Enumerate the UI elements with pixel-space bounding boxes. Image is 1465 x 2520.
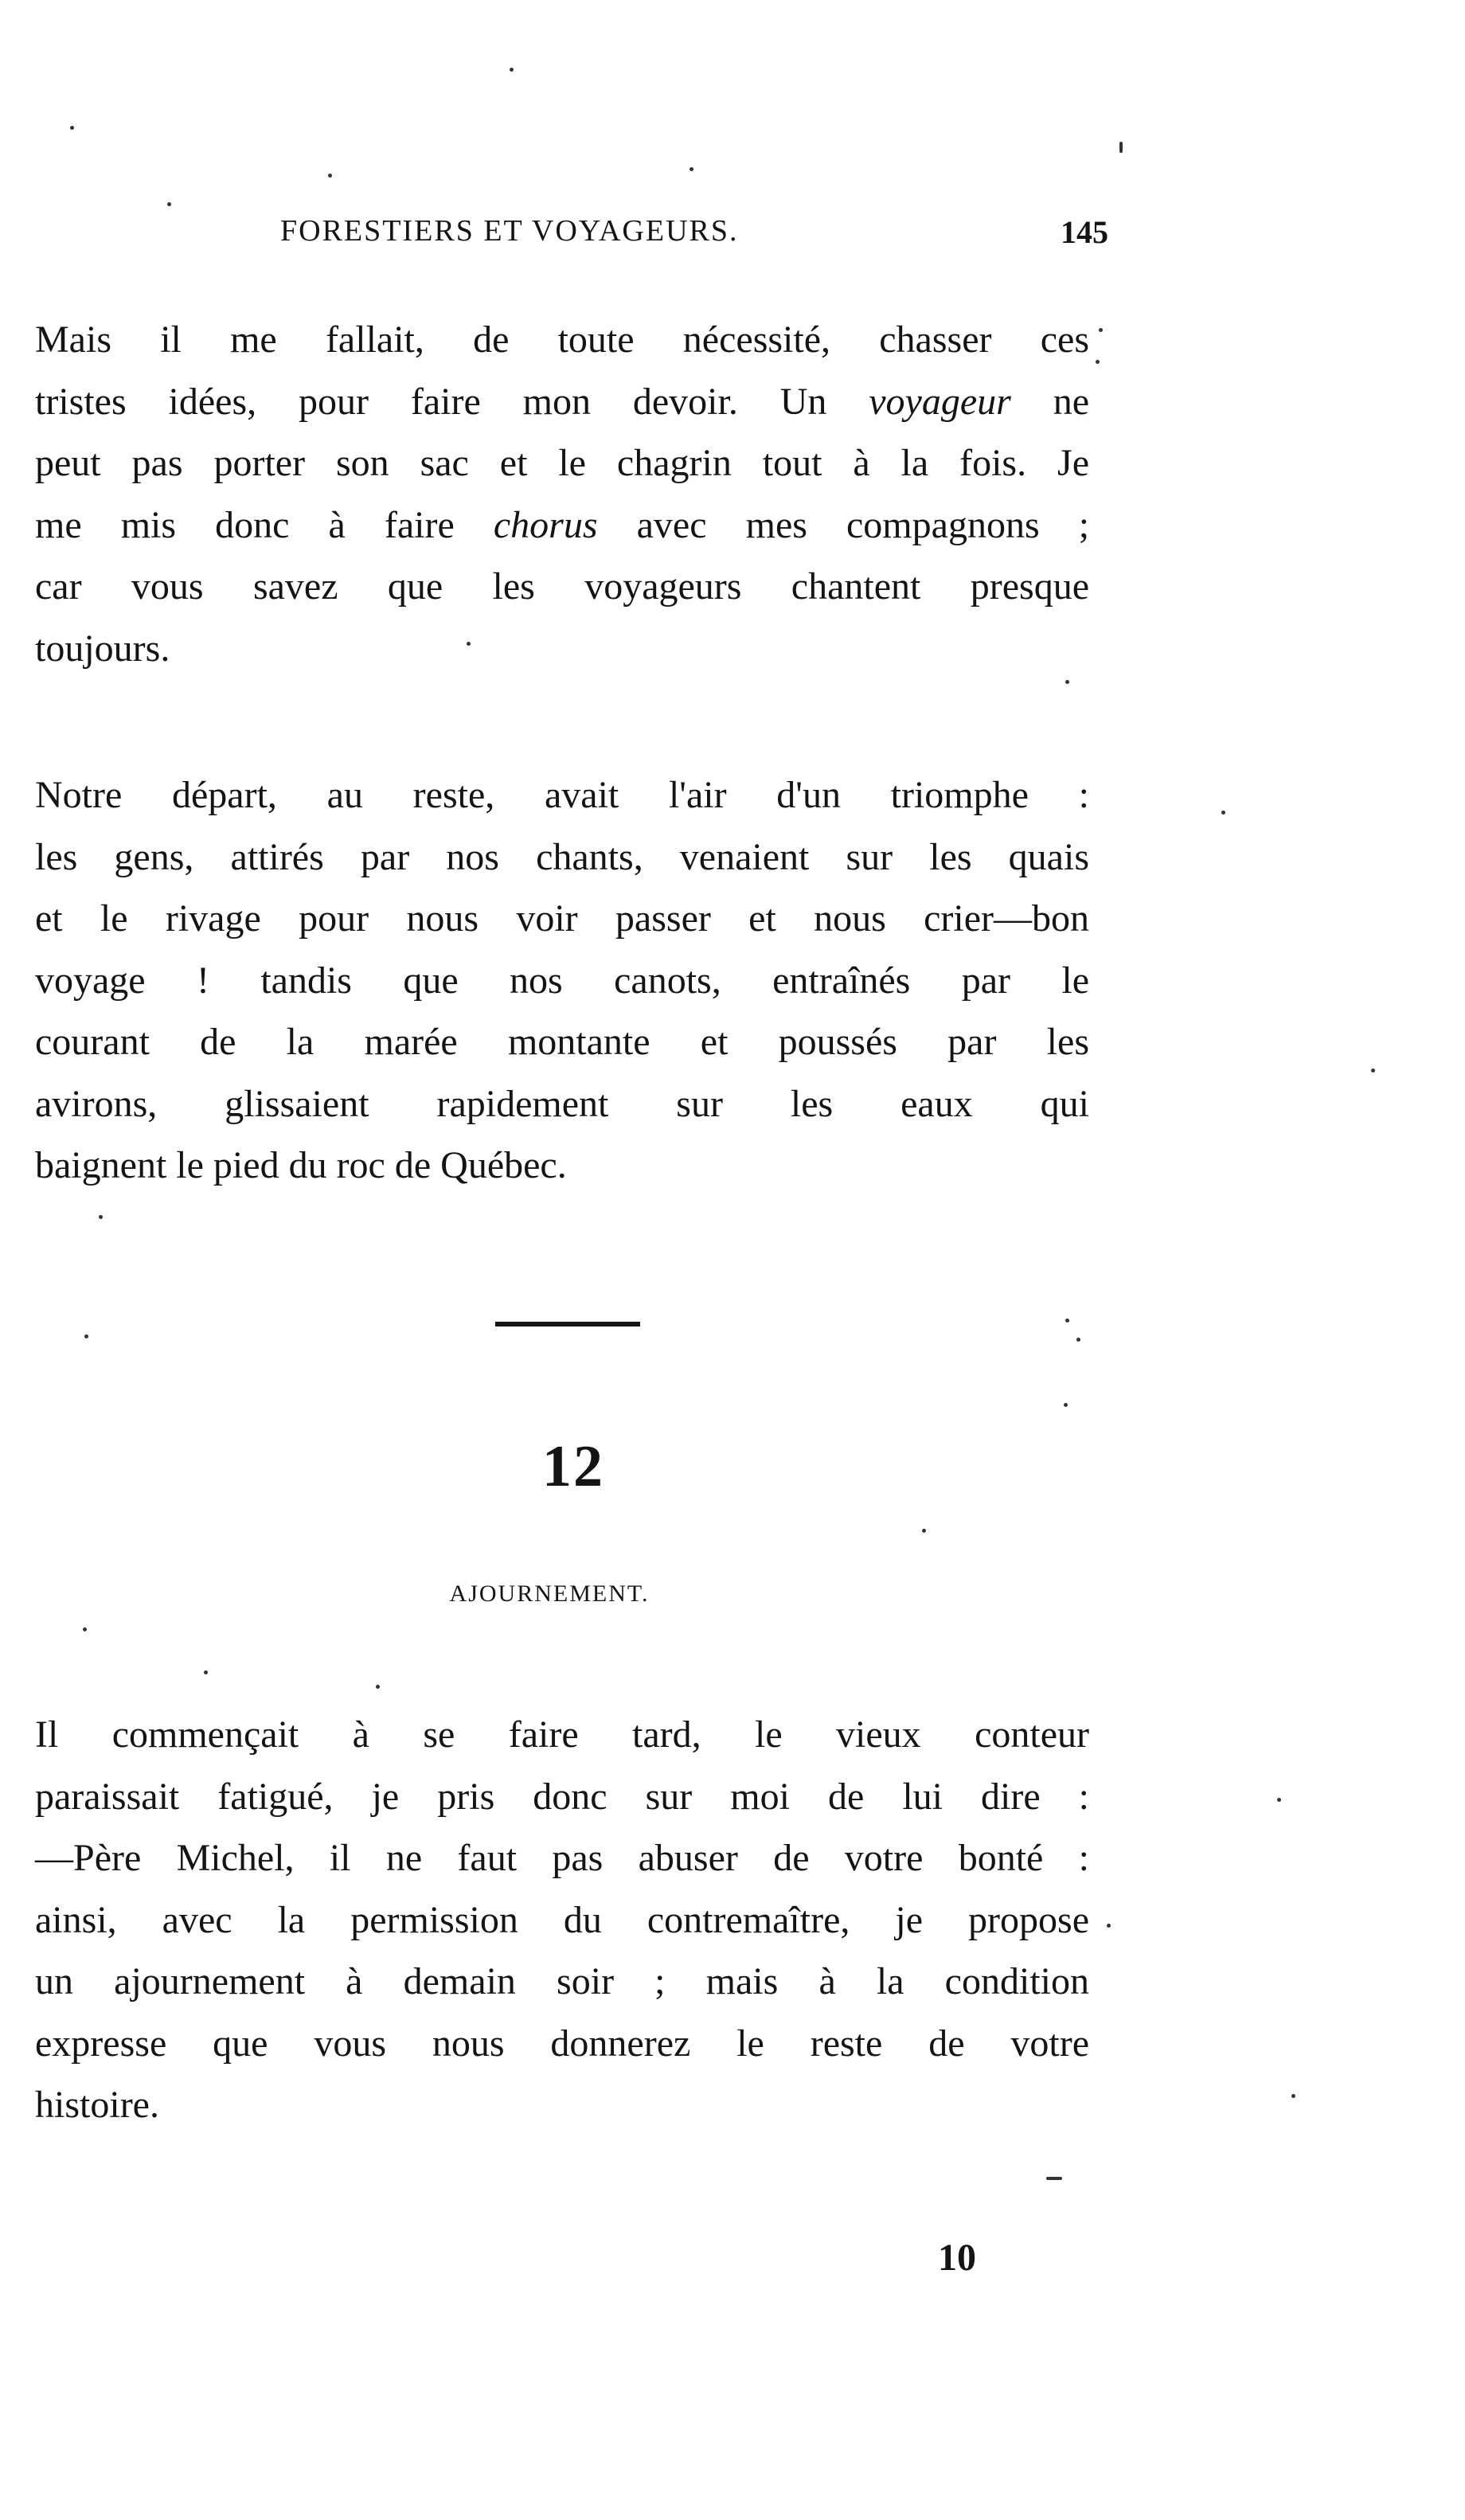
- scan-speck: [1076, 1338, 1080, 1342]
- scan-speck: [1291, 2094, 1295, 2098]
- section-divider-rule: [495, 1322, 640, 1326]
- scan-speck: [1065, 1319, 1069, 1323]
- italic-word-chorus: chorus: [493, 503, 598, 546]
- scan-speck: [1277, 1798, 1281, 1802]
- text-line: voyage ! tandis que nos canots, entraînés par le: [35, 959, 1089, 1002]
- scan-speck: [70, 126, 74, 130]
- scan-speck: [1099, 328, 1103, 332]
- chapter-title: AJOURNEMENT.: [449, 1580, 650, 1607]
- text-line: les gens, attirés par nos chants, venaient sur les quais: [35, 835, 1089, 878]
- text-line: [35, 494, 1089, 557]
- scan-speck: [1371, 1069, 1375, 1072]
- paragraph-3: [35, 1704, 1089, 2136]
- scan-speck: [467, 642, 471, 646]
- text-line: peut pas porter son sac et le chagrin tout à la fois. Je: [35, 442, 1089, 484]
- text-line: avirons, glissaient rapidement sur les eaux qui: [35, 1082, 1089, 1125]
- scan-speck: [1119, 142, 1123, 153]
- running-title: FORESTIERS ET VOYAGEURS.: [280, 214, 739, 248]
- signature-mark: 10: [938, 2237, 976, 2279]
- scan-speck: [376, 1685, 380, 1689]
- chapter-number: 12: [542, 1434, 604, 1499]
- text-line: ainsi, avec la permission du contremaître, je propose: [35, 1898, 1089, 1941]
- scan-speck: [1065, 680, 1069, 684]
- text-fragment: ne: [1053, 380, 1090, 423]
- text-line: courant de la marée montante et poussés par les: [35, 1021, 1089, 1063]
- italic-word-voyageur: voyageur: [869, 380, 1011, 423]
- text-line: [35, 371, 1089, 433]
- text-line: expresse que vous nous donnerez le reste de votre: [35, 2022, 1089, 2065]
- scan-speck: [1046, 2177, 1062, 2180]
- paragraph-2: [35, 764, 1089, 1197]
- page-number: 145: [1061, 214, 1108, 250]
- text-line: et le rivage pour nous voir passer et nous crier—bon: [35, 897, 1089, 940]
- scan-speck: [1096, 360, 1100, 364]
- scan-speck: [690, 167, 693, 171]
- scan-speck: [99, 1215, 103, 1219]
- text-line: Notre départ, au reste, avait l'air d'un triomphe :: [35, 774, 1089, 816]
- text-fragment: tristes idées, pour faire mon devoir. Un: [35, 380, 827, 423]
- text-line: paraissait fatigué, je pris donc sur moi de lui dire :: [35, 1775, 1089, 1818]
- scan-speck: [167, 202, 171, 206]
- text-line: histoire.: [35, 2084, 159, 2126]
- text-line: un ajournement à demain soir ; mais à la condition: [35, 1960, 1089, 2002]
- scan-speck: [1064, 1403, 1068, 1407]
- paragraph-1: [35, 309, 1089, 679]
- scan-speck: [204, 1670, 208, 1674]
- scan-speck: [1107, 1924, 1111, 1928]
- text-fragment: me mis donc à faire: [35, 503, 455, 546]
- text-line: car vous savez que les voyageurs chantent presque: [35, 565, 1089, 608]
- text-line: toujours.: [35, 627, 170, 670]
- running-head: [280, 213, 1108, 261]
- text-fragment: avec mes compagnons ;: [636, 503, 1090, 546]
- scan-speck: [328, 174, 332, 178]
- scan-speck: [83, 1627, 87, 1631]
- scan-speck: [84, 1334, 88, 1338]
- text-line: Il commençait à se faire tard, le vieux conteur: [35, 1713, 1089, 1756]
- scan-speck: [510, 68, 514, 72]
- scan-speck: [1221, 811, 1225, 815]
- text-line: baignent le pied du roc de Québec.: [35, 1144, 567, 1186]
- scan-speck: [922, 1529, 926, 1533]
- text-line: Mais il me fallait, de toute nécessité, chasser ces: [35, 318, 1089, 361]
- text-line: —Père Michel, il ne faut pas abuser de votre bonté :: [35, 1837, 1089, 1879]
